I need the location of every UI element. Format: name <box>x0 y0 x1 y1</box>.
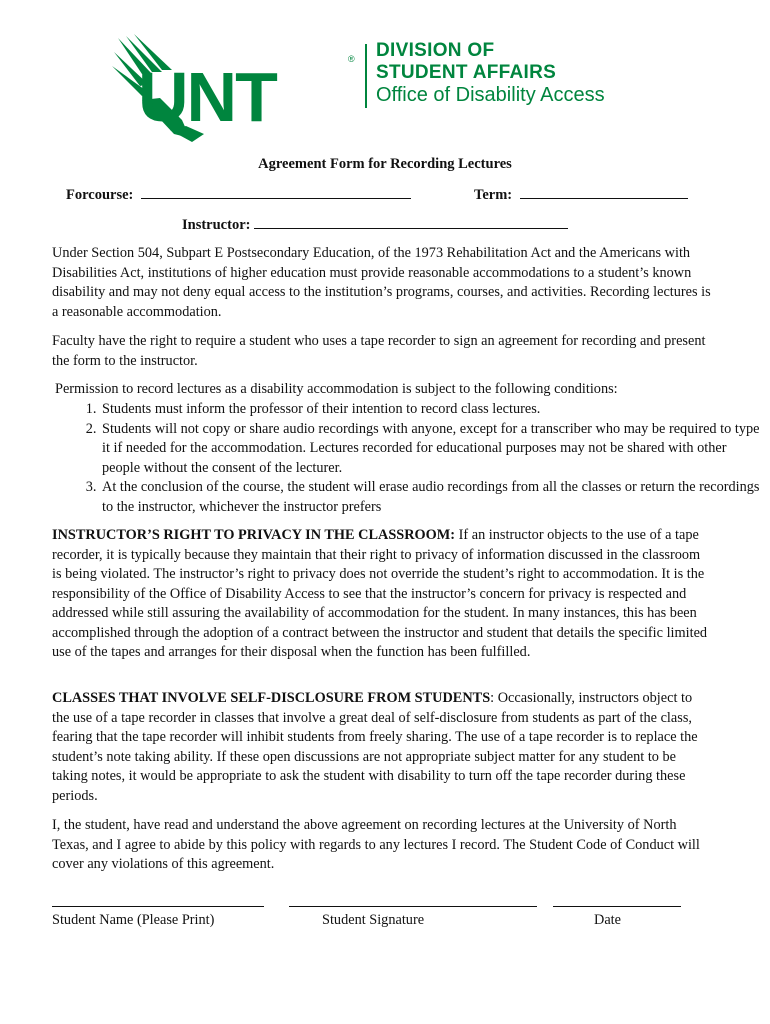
condition-item: 3. At the conclusion of the course, the student will erase audio recordings from all the classes or return the recordings to the instructor, whichever the instructor prefers <box>100 478 760 517</box>
date-label: Date <box>594 912 621 928</box>
logo-divider <box>365 44 367 108</box>
instructor-input-line[interactable] <box>254 216 568 229</box>
logo-wordmark: UNT <box>138 58 276 136</box>
disclosure-heading: CLASSES THAT INVOLVE SELF-DISCLOSURE FROM STUDENTS <box>52 690 491 706</box>
paragraph-agreement: I, the student, have read and understand the above agreement on recording lectures at the University of North Texas, and I agree to abide by this policy with regards to any lectures I record. The Student Code of Conduct will cover any violations of this agreement. <box>52 817 700 872</box>
division-line-1: DIVISION OF <box>376 40 495 61</box>
office-name: Office of Disability Access <box>376 84 605 106</box>
paragraph-self-disclosure <box>52 689 712 806</box>
instructor-label: Instructor: <box>182 217 251 233</box>
date-line[interactable] <box>553 906 681 907</box>
course-label: Forcourse: <box>66 187 134 203</box>
paragraph-instructor-privacy <box>52 526 712 663</box>
condition-item: 1. Students must inform the professor of their intention to record class lectures. <box>100 400 760 420</box>
privacy-heading: INSTRUCTOR’S RIGHT TO PRIVACY IN THE CLASSROOM: <box>52 527 456 543</box>
instructor-field <box>182 216 568 234</box>
term-label: Term: <box>474 187 513 203</box>
division-line-2: STUDENT AFFAIRS <box>376 62 557 83</box>
student-name-label: Student Name (Please Print) <box>52 912 215 928</box>
unt-logo <box>112 34 652 146</box>
disclosure-text: : Occasionally, instructors object to the use of a tape recorder in classes that involve a great deal of self-disclosure from students as part of the class, fearing that the tape recorder will inhibit students from freely sharing. The use of a tape recorder is to replace the student’s note taking ability. If these open discussions are not appropriate subject matter for any student to be taking notes, it would be appropriate to ask the student with disability to turn off the tape recorder during these periods. <box>52 690 698 804</box>
form-title: Agreement Form for Recording Lectures <box>258 156 512 172</box>
paragraph-faculty-rights: Faculty have the right to require a student who uses a tape recorder to sign an agreement for recording and present the form to the instructor. <box>52 333 706 369</box>
course-input-line[interactable] <box>141 186 411 199</box>
term-field <box>474 186 688 204</box>
division-name <box>376 40 605 106</box>
student-name-line[interactable] <box>52 906 264 907</box>
student-signature-label: Student Signature <box>322 912 425 928</box>
conditions-list <box>52 400 760 517</box>
registered-mark: ® <box>348 54 355 64</box>
paragraph-section-504: Under Section 504, Subpart E Postsecondary Education, of the 1973 Rehabilitation Act and the Americans with Disabilities Act, institutions of higher education must provide reasonable accommodations to a student’s known disability and may not deny equal access to the institution’s programs, courses, and activities. Recording lectures is a reasonable accommodation. <box>52 245 711 320</box>
privacy-text: If an instructor objects to the use of a tape recorder, it is typically because they maintain that their right to privacy of information discussed in the classroom is being violated. The instructor’s right to privacy does not override the student’s right to accommodation. It is the responsibility of the Office of Disability Access to see that the instructor’s concern for privacy is respected and addressed while still assuring the availability of accommodation for the student. In many instances, this has been accomplished through the adoption of a contract between the instructor and student that details the specific limited use of the tapes and arranges for their disposal when the function has been fulfilled. <box>52 527 708 660</box>
condition-item: 2. Students will not copy or share audio recordings with anyone, except for a transcriber who may be required to type it if needed for the accommodation. Lectures recorded for educational purposes may not be shared with other people without the consent of the lecturer. <box>100 420 760 479</box>
student-signature-line[interactable] <box>289 906 537 907</box>
conditions-intro: Permission to record lectures as a disability accommodation is subject to the following conditions: <box>55 381 618 397</box>
term-input-line[interactable] <box>520 186 688 199</box>
course-field <box>66 186 411 204</box>
